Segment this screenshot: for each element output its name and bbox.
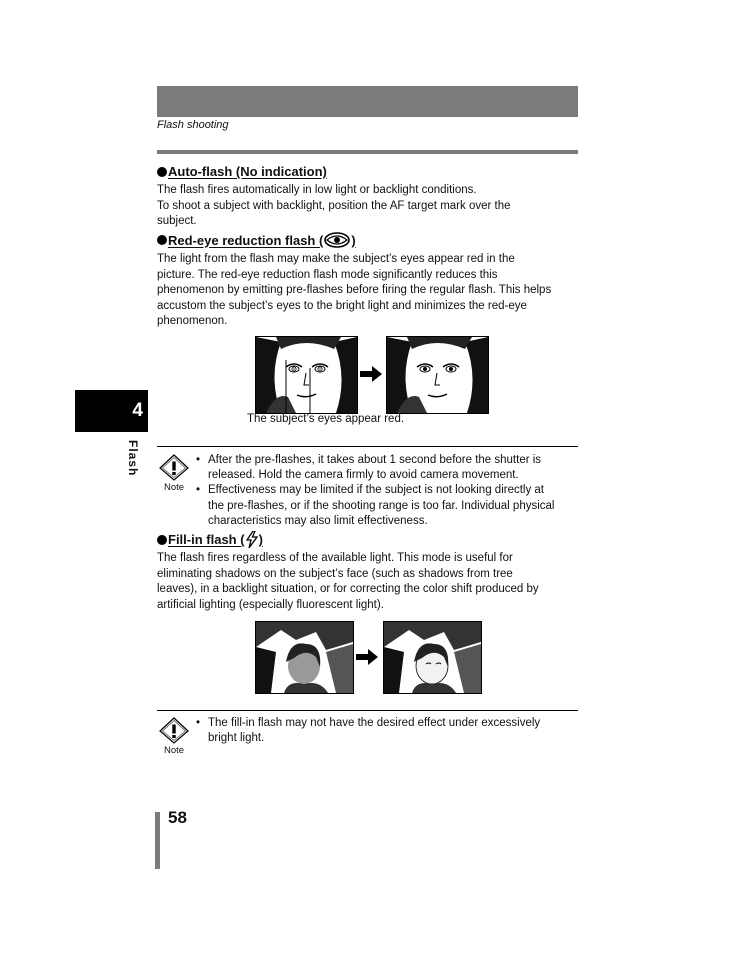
note2-list xyxy=(196,716,540,746)
bullet-icon xyxy=(157,535,167,545)
note-label: Note xyxy=(163,482,185,493)
heading-auto-flash: Auto-flash (No indication) xyxy=(157,164,327,179)
divider xyxy=(157,150,578,154)
bullet-icon xyxy=(157,167,167,177)
bullet-icon xyxy=(157,235,167,245)
list-item: • After the pre-flashes, it takes about 1 second before the shutter is released. Hold the camera firmly to avoid camera movement. xyxy=(196,454,542,482)
note1-list xyxy=(196,453,554,529)
red-eye-text: The light from the flash may make the subject’s eyes appear red in the picture. The red-eye reduction flash mode significantly reduces this phenomenon by emitting pre-flashes before firing the regular flash. This helps accustom the subject’s eyes to the bright light and minimizes the red-eye phenomenon. xyxy=(157,253,552,327)
red-eye-photo-after xyxy=(386,336,489,414)
page-number-bar xyxy=(155,812,160,869)
red-eye-icon xyxy=(324,232,350,248)
arrow-right-icon xyxy=(360,365,382,383)
section-subtitle: Flash shooting xyxy=(157,119,229,131)
fill-in-photo-after xyxy=(383,621,482,694)
red-eye-caption: The subject’s eyes appear red. xyxy=(247,413,405,425)
heading-fill-in: Fill-in flash ( ) xyxy=(157,531,263,548)
list-item: • Effectiveness may be limited if the subject is not looking directly at the pre-flashes, or if the shooting range is too far. Individual physical characteristics may also limit effectiveness. xyxy=(196,484,555,527)
note-rule xyxy=(157,446,578,447)
note-warning-icon xyxy=(159,454,189,481)
note-warning-icon xyxy=(159,717,189,744)
fill-in-photo-before xyxy=(255,621,354,694)
chapter-label: Flash xyxy=(126,440,140,477)
list-item: • The fill-in flash may not have the desired effect under excessively bright light. xyxy=(196,717,541,745)
chapter-number: 4 xyxy=(132,400,143,421)
note-rule xyxy=(157,710,578,711)
page-number: 58 xyxy=(168,808,187,827)
fill-in-text: The flash fires regardless of the available light. This mode is useful for eliminating shadows on the subject’s face (such as shadows from tree leaves), in a backlight situation, or for correcting the color shift produced by artificial lighting (especially fluorescent light). xyxy=(157,552,539,611)
note-label: Note xyxy=(163,745,185,756)
auto-flash-text: The flash fires automatically in low light or backlight conditions. To shoot a subject with backlight, position the AF target mark over the subject. xyxy=(157,184,511,227)
note-box xyxy=(157,454,191,493)
caption-leader-line xyxy=(280,360,320,418)
fill-in-flash-icon xyxy=(246,531,258,548)
arrow-right-icon xyxy=(356,648,378,666)
header-bar xyxy=(157,86,578,117)
heading-red-eye: Red-eye reduction flash ( ) xyxy=(157,232,356,248)
chapter-tab xyxy=(75,390,148,432)
note-box xyxy=(157,717,191,756)
